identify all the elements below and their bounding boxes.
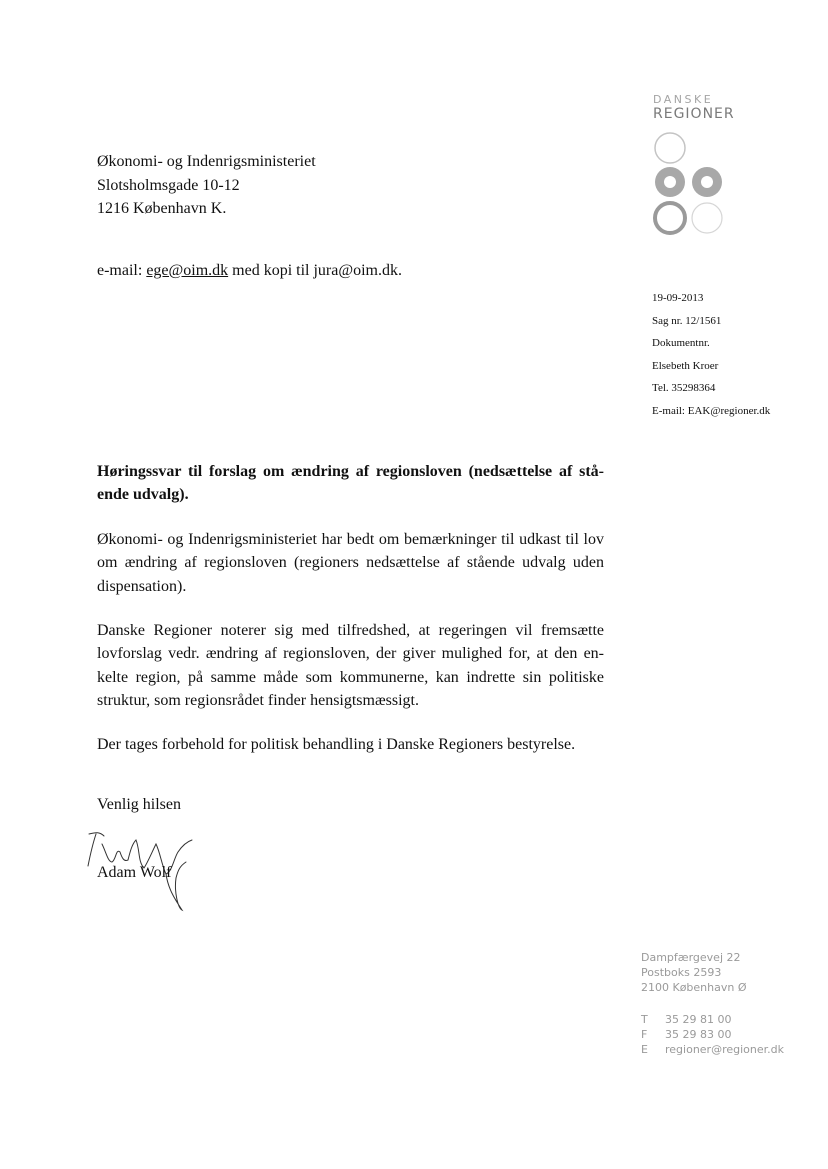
meta-author: Elsebeth Kroer [652, 359, 719, 372]
footer-city: 2100 København Ø [641, 981, 747, 994]
logo [653, 94, 735, 121]
email-line [97, 262, 402, 280]
footer-phone-label: T [641, 1013, 648, 1026]
footer-email[interactable]: regioner@regioner.dk [665, 1043, 784, 1056]
footer-phone: 35 29 81 00 [665, 1013, 732, 1026]
meta-case: Sag nr. 12/1561 [652, 314, 722, 327]
footer-fax-row [641, 1027, 784, 1042]
meta-email: E-mail: EAK@regioner.dk [652, 404, 771, 417]
email-link[interactable]: ege@oim.dk [146, 262, 229, 279]
logo-line-2: REGIONER [653, 106, 735, 122]
logo-circles-icon [650, 130, 732, 240]
footer-email-row [641, 1042, 784, 1057]
meta-date: 19-09-2013 [652, 292, 704, 304]
logo-line-1: DANSKE [653, 93, 714, 106]
paragraph-3: Der tages forbehold for politisk behandling i Danske Regioners bestyrelse. [97, 736, 576, 753]
recipient-address [97, 150, 316, 221]
signer-name: Adam Wolf [97, 864, 172, 881]
meta-phone: Tel. 35298364 [652, 382, 716, 394]
recipient-name: Økonomi- og Indenrigsministeriet [97, 153, 316, 170]
footer-fax: 35 29 83 00 [665, 1028, 732, 1041]
footer-street: Dampfærgevej 22 [641, 951, 741, 964]
recipient-street: Slotsholmsgade 10-12 [97, 176, 240, 194]
footer-phone-row [641, 1012, 784, 1027]
email-prefix: e-mail: [97, 262, 147, 279]
closing: Venlig hilsen [97, 796, 181, 813]
recipient-city: 1216 København K. [97, 200, 227, 217]
paragraph-1: Økonomi- og Indenrigsministeriet har bedt om bemærkninger til udkast til lov om ændring af regionsloven (regioners nedsættelse af stående udvalg uden dispensation). [97, 531, 604, 595]
footer-address [641, 950, 747, 995]
footer-fax-label: F [641, 1028, 648, 1041]
footer-email-label: E [641, 1043, 648, 1056]
subject-heading: Høringssvar til forslag om ændring af regionsloven (nedsættelse af stå-ende udvalg). [97, 463, 604, 504]
meta-document: Dokumentnr. [652, 337, 710, 349]
footer-contact [641, 1012, 784, 1057]
footer-pobox: Postboks 2593 [641, 966, 722, 979]
paragraph-2: Danske Regioner noterer sig med tilfredshed, at regeringen vil fremsætte lovforslag vedr. ændring af regionsloven, der giver mulighed for, at den en-kelte region, på samme måde som kommunerne, kan indrette sin politiske struktur, som regionsrådet finder hensigtsmæssigt. [97, 622, 604, 710]
email-suffix: med kopi til jura@oim.dk. [228, 262, 402, 279]
letter-meta [652, 287, 770, 422]
